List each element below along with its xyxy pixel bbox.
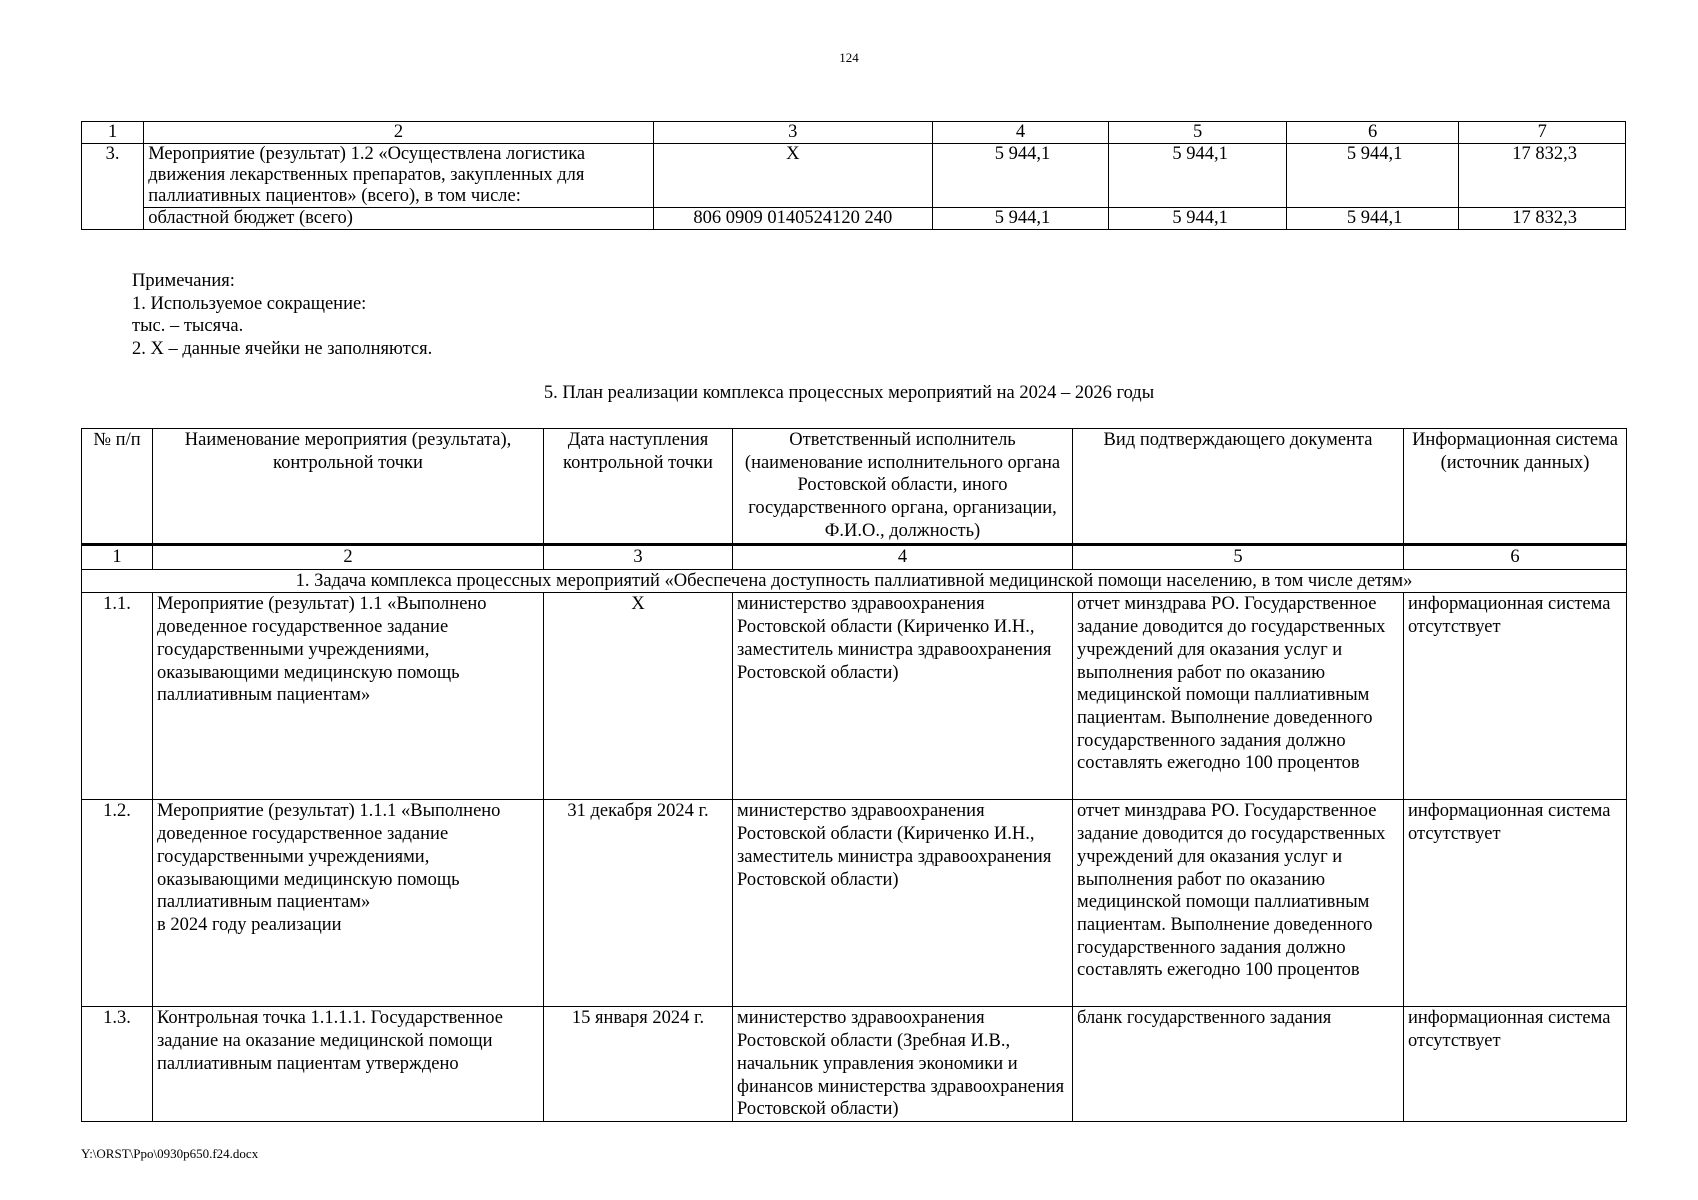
budget-col-4: 4 [932, 122, 1109, 144]
plan-row [82, 593, 1627, 800]
notes-line-1: 1. Используемое сокращение: [132, 293, 367, 314]
plan-row [82, 800, 1627, 1007]
plan-row-num: 1.1. [82, 593, 153, 800]
plan-header-system: Информационная система (источник данных) [1404, 429, 1627, 545]
notes-line-2: тыс. – тысяча. [132, 316, 244, 337]
budget-row-sub [82, 208, 1626, 230]
budget-table [81, 121, 1626, 230]
plan-header-executor: Ответственный исполнитель (наименование исполнительного органа Ростовской области, иного государственного органа, организации, Ф.И.О., должность) [733, 429, 1073, 545]
budget-sub-code: 806 0909 0140524120 240 [653, 208, 932, 230]
plan-row-doc: отчет минздрава РО. Государственное задание доводится до государственных учреждений для оказания услуг и выполнения работ по оказанию медицинской помощи паллиативным пациентам. Выполнение доведенного государственного задания должно составлять ежегодно 100 процентов [1073, 593, 1404, 800]
budget-col-3: 3 [653, 122, 932, 144]
budget-row-code: X [653, 144, 932, 208]
plan-row-executor: министерство здравоохранения Ростовской области (Зребная И.В., начальник управления экономики и финансов министерства здравоохранения Ростовской области) [733, 1007, 1073, 1122]
notes-line-3: 2. X – данные ячейки не заполняются. [132, 338, 433, 359]
budget-sub-2024: 5 944,1 [932, 208, 1109, 230]
budget-sub-2026: 5 944,1 [1286, 208, 1459, 230]
budget-row-name: Мероприятие (результат) 1.2 «Осуществлена логистика движения лекарственных препаратов, закупленных для паллиативных пациентов» (всего), в том числе: [144, 144, 654, 208]
plan-row-date: X [544, 593, 733, 800]
notes-title: Примечания: [132, 271, 235, 291]
plan-row-num: 1.3. [82, 1007, 153, 1122]
plan-colnum-6: 6 [1404, 545, 1627, 570]
plan-row-name: Контрольная точка 1.1.1.1. Государственное задание на оказание медицинской помощи паллиативным пациентам утверждено [153, 1007, 544, 1122]
notes-block [132, 270, 432, 360]
plan-task-title: 1. Задача комплекса процессных мероприятий «Обеспечена доступность паллиативной медицинской помощи населению, в том числе детям» [82, 569, 1627, 593]
plan-row-executor: министерство здравоохранения Ростовской области (Кириченко И.Н., заместитель министра здравоохранения Ростовской области) [733, 800, 1073, 1007]
plan-colnum-5: 5 [1073, 545, 1404, 570]
plan-task-row [82, 569, 1627, 593]
plan-header-num: № п/п [82, 429, 153, 545]
plan-row-system: информационная система отсутствует [1404, 1007, 1627, 1122]
plan-table [81, 428, 1627, 1122]
budget-col-1: 1 [82, 122, 144, 144]
plan-row-date: 15 января 2024 г. [544, 1007, 733, 1122]
footer-file-path: Y:\ORST\Ppo\0930p650.f24.docx [81, 1146, 259, 1161]
plan-header-name: Наименование мероприятия (результата), контрольной точки [153, 429, 544, 545]
plan-colnum-2: 2 [153, 545, 544, 570]
plan-row-system: информационная система отсутствует [1404, 593, 1627, 800]
budget-sub-total: 17 832,3 [1459, 208, 1626, 230]
plan-header-doc: Вид подтверждающего документа [1073, 429, 1404, 545]
plan-header-date: Дата наступления контрольной точки [544, 429, 733, 545]
plan-row-doc: отчет минздрава РО. Государственное задание доводится до государственных учреждений для оказания услуг и выполнения работ по оказанию медицинской помощи паллиативным пациентам. Выполнение доведенного государственного задания должно составлять ежегодно 100 процентов [1073, 800, 1404, 1007]
page-number: 124 [839, 50, 859, 65]
plan-row-name-extra: в 2024 году реализации [157, 914, 342, 935]
budget-row-main [82, 144, 1626, 208]
budget-sub-2025: 5 944,1 [1109, 208, 1287, 230]
plan-row-name: Мероприятие (результат) 1.1.1 «Выполнено доведенное государственное задание государственными учреждениями, оказывающими медицинскую помощь паллиативным пациентам» [157, 801, 501, 913]
plan-colnum-3: 3 [544, 545, 733, 570]
budget-row-2025: 5 944,1 [1109, 144, 1287, 208]
budget-row-total: 17 832,3 [1459, 144, 1626, 208]
budget-row-2024: 5 944,1 [932, 144, 1109, 208]
plan-row-doc: бланк государственного задания [1073, 1007, 1404, 1122]
plan-row-system: информационная система отсутствует [1404, 800, 1627, 1007]
plan-row-name: Мероприятие (результат) 1.1 «Выполнено доведенное государственное задание государственными учреждениями, оказывающими медицинскую помощь паллиативным пациентам» [153, 593, 544, 800]
plan-header-row [82, 429, 1627, 545]
budget-sub-name: областной бюджет (всего) [144, 208, 654, 230]
budget-col-5: 5 [1109, 122, 1287, 144]
plan-row-name-cell [153, 800, 544, 1007]
plan-row-executor: министерство здравоохранения Ростовской области (Кириченко И.Н., заместитель министра здравоохранения Ростовской области) [733, 593, 1073, 800]
budget-row-number: 3. [82, 144, 144, 230]
section-title: 5. План реализации комплекса процессных мероприятий на 2024 – 2026 годы [543, 383, 1155, 403]
budget-row-2026: 5 944,1 [1286, 144, 1459, 208]
budget-table-header-row [82, 122, 1626, 144]
plan-row-num: 1.2. [82, 800, 153, 1007]
plan-row [82, 1007, 1627, 1122]
plan-colnum-1: 1 [82, 545, 153, 570]
plan-column-numbers [82, 545, 1627, 570]
plan-colnum-4: 4 [733, 545, 1073, 570]
budget-col-6: 6 [1286, 122, 1459, 144]
budget-col-2: 2 [144, 122, 654, 144]
plan-row-date: 31 декабря 2024 г. [544, 800, 733, 1007]
budget-col-7: 7 [1459, 122, 1626, 144]
